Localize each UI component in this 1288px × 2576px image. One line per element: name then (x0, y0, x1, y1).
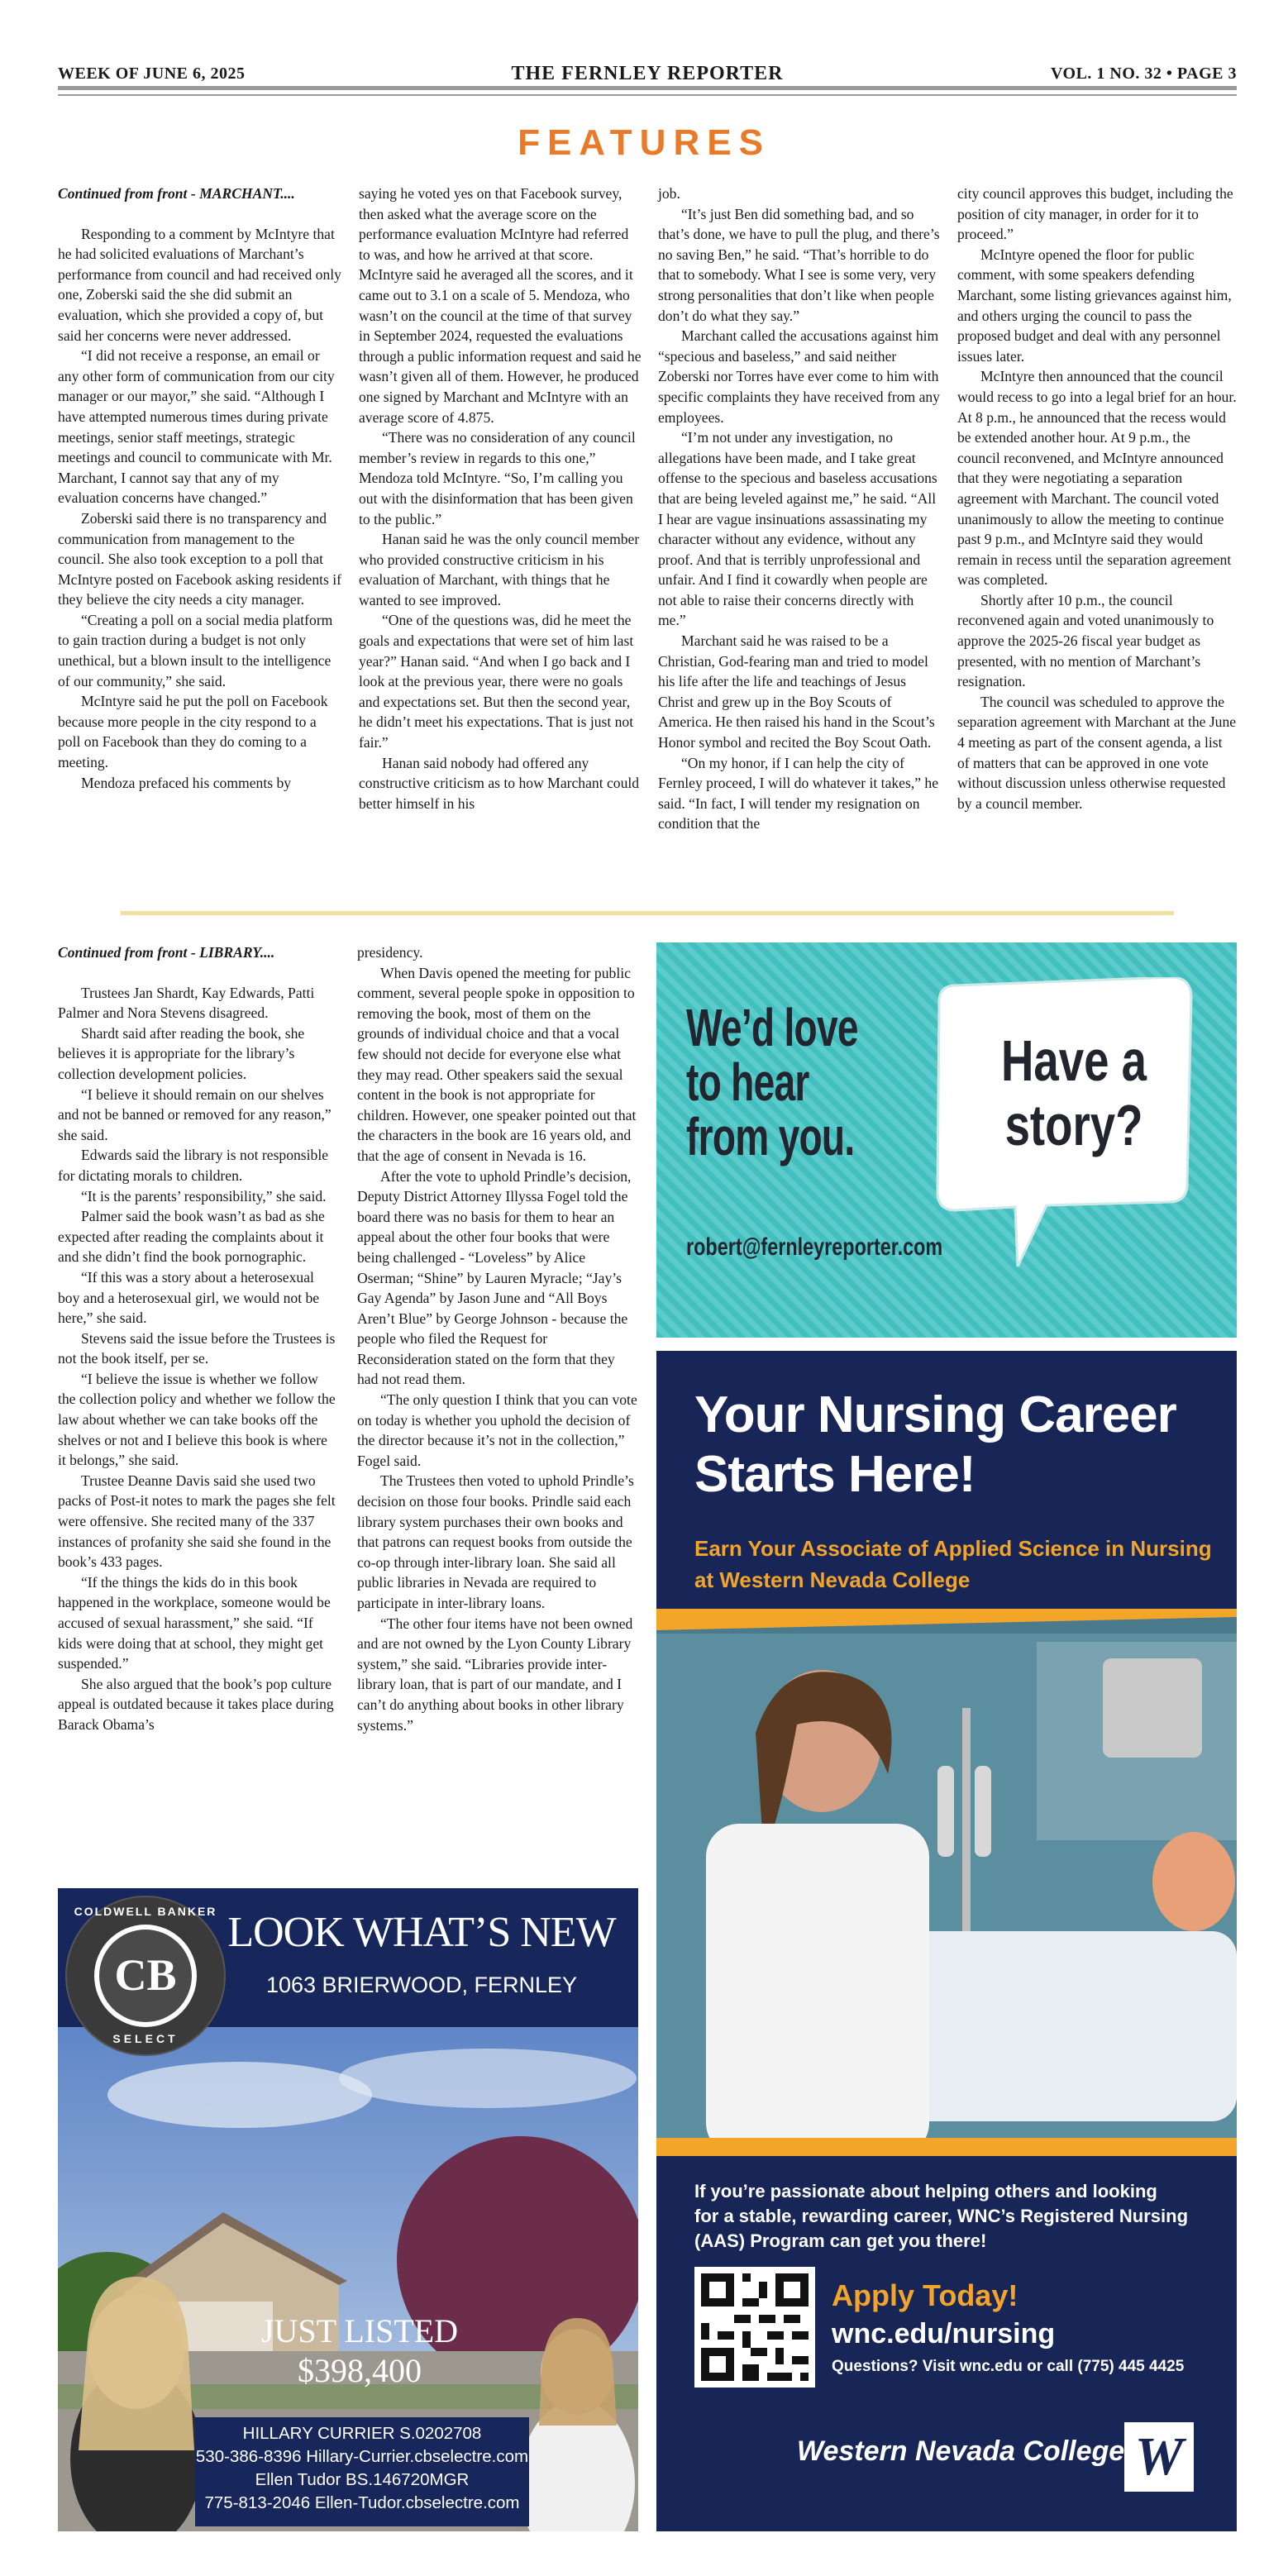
paragraph: The council was scheduled to approve the separation agreement with Marchant at the June 4 meeting as part of the consent agenda, a list of matters that can be approved in one vote without discussion unless otherwise requested by a council member. (957, 693, 1237, 812)
continued-label: Continued from front - LIBRARY.... (58, 944, 275, 961)
story-ad[interactable] (656, 942, 1237, 1338)
bubble-line: Have a (1000, 1028, 1147, 1093)
issue-date: WEEK OF JUNE 6, 2025 (58, 64, 246, 83)
marchant-column-2 (359, 184, 643, 813)
wnc-logo-icon (1124, 2422, 1194, 2492)
paragraph: “I’m not under any investigation, no allegations have been made, and I take great offense to the specious and baseless accusations that are being leveled against me,” he said. “All I hear are vague insinuations assassinating my character without any evidence, without any proof. And that is terribly unprofessional and unfair. And I find it cowardly when people are not able to raise their concerns directly with me.” (658, 429, 937, 629)
paragraph: “There was no consideration of any council member’s review in regards to this one,” Mendoza told McIntyre. “So, I’m calling you out with the disinformation that has been given to the public.” (359, 429, 636, 527)
paragraph: saying he voted yes on that Facebook survey, then asked what the average score on the performance evaluation McIntyre had referred to was, and how he arrived at that score. McIntyre said he averaged all the scores, and it came out to 3.1 on a scale of 5. Mendoza, who wasn’t on the council at the time of that survey in September 2024, requested the evaluations through a public information request and said he wasn’t given all of them. However, he produced one signed by Marchant and McIntyre with an average score of 4.875. (359, 185, 642, 426)
nursing-contact: Questions? Visit wnc.edu or call (775) 445 4425 (832, 2358, 1185, 2375)
listing-headline: LOOK WHAT’S NEW (227, 1909, 616, 1956)
paper-name: THE FERNLEY REPORTER (511, 63, 784, 84)
paragraph: “On my honor, if I can help the city of Fernley proceed, I will do whatever it takes,” he said. “In fact, I will tender my resignation on condition that the (658, 754, 939, 832)
paragraph: Trustee Deanne Davis said she used two packs of Post-it notes to mark the pages she felt were offensive. She recited many of the 337 instances of profanity she said she found in the book’s 433 pages. (58, 1472, 336, 1571)
brand-logo-text (63, 1893, 228, 2058)
brand-top: COLDWELL BANKER (74, 1905, 217, 1918)
description-line: If you’re passionate about helping others and looking (694, 2181, 1157, 2202)
contact-email-link[interactable]: robert@fernleyreporter.com (686, 1233, 943, 1261)
nursing-ad[interactable] (656, 1351, 1237, 2531)
paragraph: “If the things the kids do in this book happened in the workplace, someone would be accused of sexual harassment,” she said. “If kids were doing that at school, they might get suspended.” (58, 1573, 331, 1672)
listing-price: $398,400 (298, 2352, 422, 2389)
paragraph: Trustees Jan Shardt, Kay Edwards, Patti Palmer and Nora Stevens disagreed. (58, 984, 315, 1022)
paragraph: Marchant said he was raised to be a Christian, God-fearing man and tried to model his life after the life and teachings of Jesus Christ and grew up in the Boy Scouts of America. He then raised his hand in the Scout’s Honor symbol and recited the Boy Scout Oath. (658, 632, 935, 751)
nursing-headline (694, 1386, 1224, 1505)
paragraph: Zoberski said there is no transparency and communication from management to the council. She also took exception to a poll that McIntyre posted on Facebook asking residents if they believe the city needs a city manager. (58, 509, 342, 608)
marchant-column-3 (658, 184, 942, 834)
paragraph: When Davis opened the meeting for public comment, several people spoke in opposition to removing the book, most of them on the grounds of individual choice and that a vocal few should not decide for everyone else what they may read. Other speakers said the sexual content in the book is not appropriate for children. However, one speaker pointed out that the characters in the book are 16 years old, and that the age of consent in Nevada is 16. (357, 964, 637, 1164)
just-listed-label: JUST LISTED (260, 2312, 459, 2349)
qr-code-icon (701, 2273, 809, 2381)
headline-line: Your Nursing Career (694, 1386, 1176, 1443)
nursing-description (694, 2179, 1207, 2254)
paragraph: Hanan said he was the only council member who provided constructive criticism in his evaluation of Marchant, with things that he wanted to see improved. (359, 531, 640, 608)
paragraph: The Trustees then voted to uphold Prindle’s decision on those four books. Prindle said each library system purchases their own books and that patrons can request books from outside the co-op through inter-library loan. She said all public libraries in Nevada are required to participate in inter-library loans. (357, 1472, 634, 1611)
agent-line[interactable]: 775-813-2046 Ellen-Tudor.cbselectre.com (204, 2493, 520, 2512)
nursing-subheadline (694, 1533, 1224, 1596)
paragraph: “If this was a story about a heterosexual boy and a heterosexual girl, we would not be here,” she said. (58, 1268, 320, 1327)
paragraph: McIntyre then announced that the council would recess to go into a legal brief for an hour. At 8 p.m., he announced that the recess would be extended another hour. At 9 p.m., the council reconvened, and McIntyre announced that they were negotiating a separation agreement with Marchant. The council voted unanimously to allow the meeting to continue past 9 p.m., and McIntyre said they would remain in recess until the separation agreement was completed. (957, 368, 1237, 589)
paragraph: “I believe the issue is whether we follow the collection policy and whether we follow the law about whether we can take books off the shelves or not and I believe this book is where it belongs,” she said. (58, 1370, 336, 1469)
apply-today-label: Apply Today! (832, 2278, 1018, 2312)
header-rule (58, 86, 1237, 90)
paragraph: Stevens said the issue before the Trustees is not the book itself, per se. (58, 1329, 336, 1367)
subheadline-line: Earn Your Associate of Applied Science in Nursing (694, 1536, 1212, 1561)
paragraph: “I believe it should remain on our shelves and not be banned or removed for any reason,” she said. (58, 1085, 332, 1143)
agent-contacts (195, 2417, 529, 2526)
qr-code[interactable] (694, 2267, 815, 2388)
header-rule-thin (58, 94, 1237, 96)
library-column-1 (58, 942, 337, 1735)
nursing-student-photo (656, 1609, 1237, 2156)
masthead (58, 61, 1237, 88)
marchant-column-1 (58, 184, 342, 793)
paragraph: McIntyre opened the floor for public comment, with some speakers defending Marchant, some listing grievances against him, and others urging the council to pass the proposed budget and deal with any personnel issues later. (957, 246, 1232, 365)
bubble-line: story? (1004, 1093, 1143, 1157)
paragraph: “The other four items have not been owned and are not owned by the Lyon County Library system,” she said. “Libraries provide inter-library loan, that is part of our mandate, and I can’t do anything about books in other library systems.” (357, 1615, 633, 1734)
agent-line[interactable]: 530-386-8396 Hillary-Currier.cbselectre.com (195, 2447, 529, 2466)
paragraph: Shortly after 10 p.m., the council reconvened again and voted unanimously to approve the 2025-26 fiscal year budget as presented, with no mention of Marchant’s resignation. (957, 591, 1214, 690)
headline-line: to hear (686, 1052, 809, 1112)
real-estate-ad[interactable] (58, 1888, 638, 2531)
paragraph: job. (658, 185, 680, 202)
paragraph: “The only question I think that you can vote on today is whether you uphold the decision of the director because it’s not in the collection,” Fogel said. (357, 1391, 637, 1469)
brand-bottom: SELECT (112, 2032, 179, 2045)
paragraph: Responding to a comment by McIntyre that he had solicited evaluations of Marchant’s performance from council and had received only one, Zoberski said the she did submit an evaluation, which she provided a copy of, but said her concerns were never addressed. (58, 225, 341, 344)
description-line: for a stable, rewarding career, WNC’s Registered Nursing (694, 2206, 1189, 2226)
headline-line: We’d love (686, 998, 858, 1057)
brand-mark: CB (114, 1950, 177, 2000)
college-name: Western Nevada College (797, 2435, 1125, 2467)
paragraph: “It is the parents’ responsibility,” she said. (81, 1187, 327, 1205)
paragraph: Mendoza prefaced his comments by (81, 774, 292, 791)
description-line: (AAS) Program can get you there! (694, 2230, 987, 2251)
paragraph: Hanan said nobody had offered any constructive criticism as to how Marchant could better himself in his (359, 754, 640, 812)
library-column-2 (357, 942, 638, 1735)
paragraph: city council approves this budget, including the position of city manager, in order for it to proceed.” (957, 185, 1233, 243)
paragraph: Marchant called the accusations against him “specious and baseless,” and said neither Zoberski nor Torres have ever come to him with specific complaints they have received from any employees. (658, 327, 940, 426)
paragraph: Shardt said after reading the book, she believes it is appropriate for the library’s collection development policies. (58, 1024, 305, 1082)
logo-letter: W (1134, 2426, 1184, 2487)
paragraph: She also argued that the book’s pop culture appeal is outdated because it takes place during Barack Obama’s (58, 1675, 334, 1733)
listing-address: 1063 BRIERWOOD, FERNLEY (265, 1973, 578, 1997)
agent-line: Ellen Tudor BS.146720MGR (255, 2470, 470, 2489)
story-bubble-text (987, 1028, 1162, 1157)
continued-label: Continued from front - MARCHANT.... (58, 185, 295, 202)
issue-number: VOL. 1 NO. 32 • PAGE 3 (1050, 64, 1237, 83)
paragraph: McIntyre said he put the poll on Facebook because more people in the city respond to a poll on Facebook than they do coming to a meeting. (58, 693, 328, 771)
paragraph: “Creating a poll on a social media platform to gain traction during a budget is not only unethical, but a blown insult to the intelligence of our community,” she said. (58, 611, 333, 689)
subheadline-line: at Western Nevada College (694, 1567, 971, 1592)
agent-line: HILLARY CURRIER S.0202708 (242, 2424, 482, 2443)
section-divider (121, 911, 1174, 915)
nursing-url-link[interactable]: wnc.edu/nursing (832, 2318, 1056, 2349)
headline-line: from you. (686, 1107, 855, 1166)
marchant-column-4 (957, 184, 1237, 813)
headline-line: Starts Here! (694, 1446, 976, 1503)
paragraph: “I did not receive a response, an email or any other form of communication from our city manager or our mayor,” she said. “Although I have attempted numerous times during private meetings, senior staff meetings, strategic meetings and council to communicate with Mr. Marchant, I cannot say that any of my evaluation concerns have changed.” (58, 347, 335, 507)
paragraph: “It’s just Ben did something bad, and so that’s done, we have to pull the plug, and there’s no saving Ben,” he said. “That’s horrible to do that to somebody. What I see is some very, very strong personalities that don’t like when people don’t do what they say.” (658, 205, 940, 324)
paragraph: “One of the questions was, did he meet the goals and expectations that were set of him last year?” Hanan said. “And when I go back and I look at the previous year, there were no goals and expectations set. But then the second year, he didn’t meet his expectations. That is just not fair.” (359, 612, 634, 751)
paragraph: Edwards said the library is not responsible for dictating morals to children. (58, 1147, 329, 1184)
paragraph: After the vote to uphold Prindle’s decision, Deputy District Attorney Illyssa Fogel told the board there was no basis for them to hear an appeal about the other four books that were being challenged - “Loveless” by Alice Oserman; “Shine” by Lauren Myracle; “Jay’s Gay Agenda” by Jason June and “All Boys Aren’t Blue” by George Johnson - because the people who filed the Request for Reconsideration stated on the form that they had not read them. (357, 1167, 632, 1388)
paragraph: presidency. (357, 944, 423, 961)
section-title: FEATURES (518, 122, 770, 163)
story-ad-headline (686, 1000, 858, 1164)
paragraph: Palmer said the book wasn’t as bad as she expected after reading the complaints about it and she didn’t find the book pornographic. (58, 1208, 325, 1266)
